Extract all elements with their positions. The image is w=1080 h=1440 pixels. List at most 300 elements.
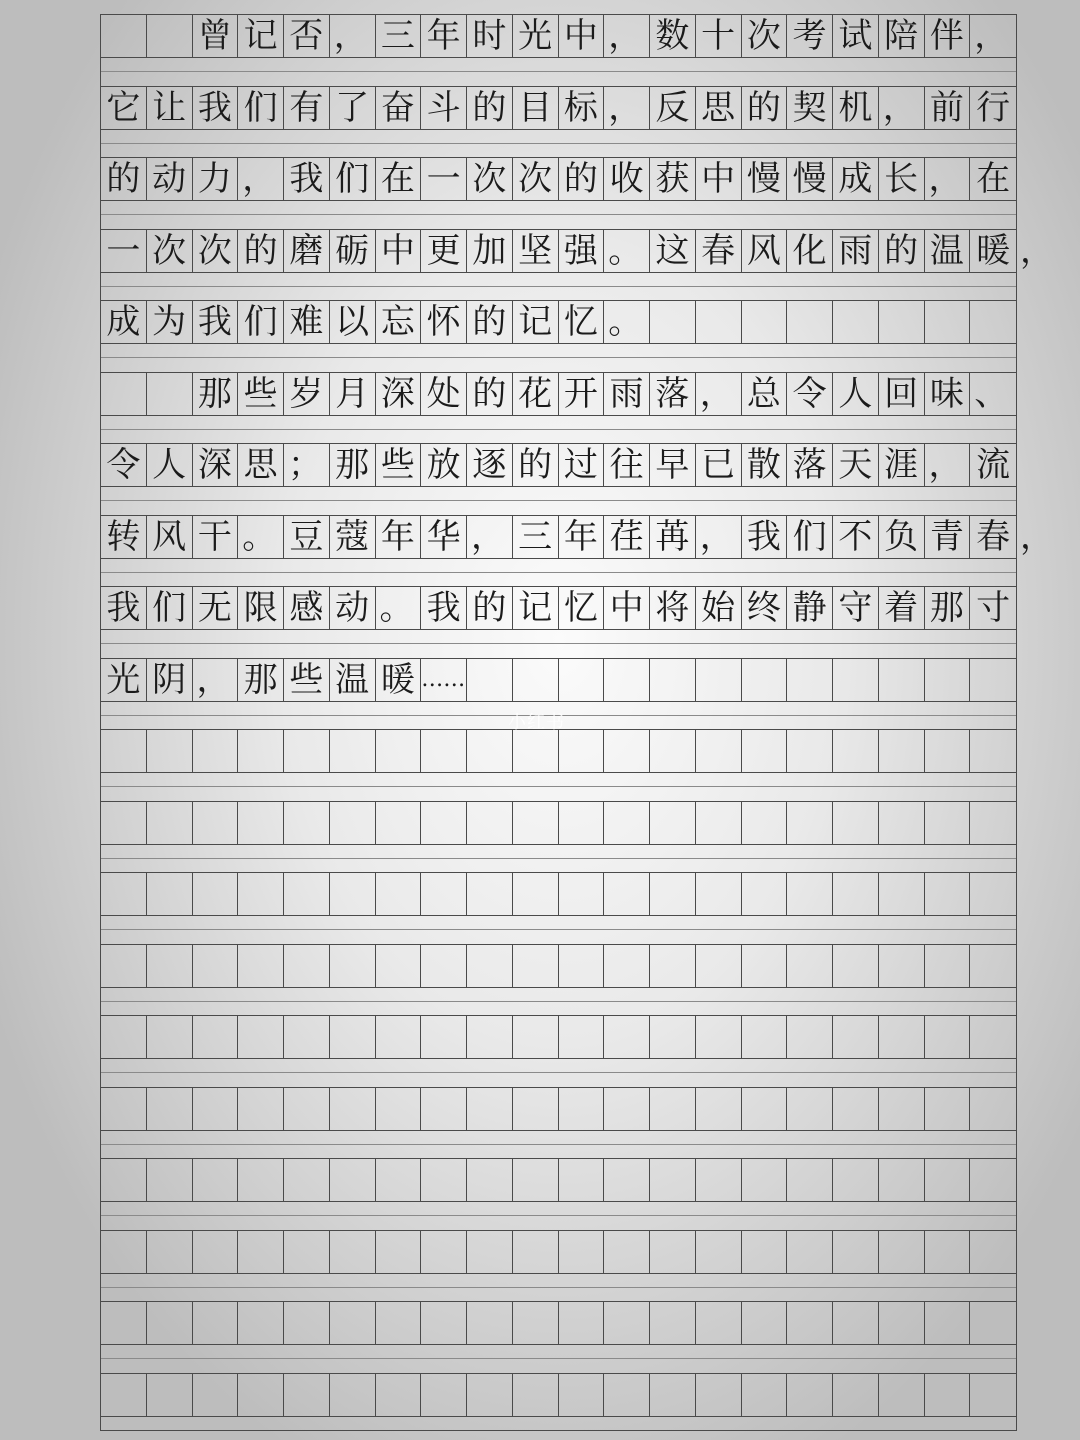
grid-row: [101, 586, 1016, 630]
grid-cell: 温: [925, 230, 971, 272]
grid-cell: [742, 1016, 788, 1058]
row-spacer-rule: [101, 279, 1016, 287]
grid-cell: [238, 730, 284, 772]
grid-cell: [513, 873, 559, 915]
grid-row: [101, 86, 1016, 130]
grid-cell: 收: [604, 158, 650, 200]
grid-row: [101, 1015, 1016, 1059]
grid-cell: [833, 1088, 879, 1130]
grid-cell: [879, 1231, 925, 1273]
grid-cell: [147, 1016, 193, 1058]
grid-cell: [101, 373, 147, 415]
grid-cell: 们: [787, 516, 833, 558]
grid-cell: [147, 945, 193, 987]
row-spacer-rule: [101, 207, 1016, 215]
grid-cell: 早: [650, 444, 696, 486]
grid-cell: [376, 1088, 422, 1130]
grid-cell: 风: [147, 516, 193, 558]
grid-cell: 以: [330, 301, 376, 343]
grid-cell: 们: [147, 587, 193, 629]
grid-cell: ，: [193, 659, 239, 701]
row-spacer-rule: [101, 565, 1016, 573]
grid-cell: 次: [742, 15, 788, 57]
row-spacer-rule: [101, 1208, 1016, 1216]
grid-cell: 。: [376, 587, 422, 629]
grid-cell: 长: [879, 158, 925, 200]
grid-cell: 雨: [604, 373, 650, 415]
grid-cell: [513, 1374, 559, 1416]
grid-cell: 次: [193, 230, 239, 272]
grid-cell: [559, 659, 605, 701]
grid-cell: [376, 945, 422, 987]
grid-cell: [330, 1088, 376, 1130]
grid-cell: 着: [879, 587, 925, 629]
grid-cell: [833, 1374, 879, 1416]
grid-cell: [147, 1159, 193, 1201]
grid-cell: [421, 1016, 467, 1058]
grid-cell: [787, 1302, 833, 1344]
grid-cell: [467, 1231, 513, 1273]
grid-cell: 力: [193, 158, 239, 200]
grid-cell: 记: [238, 15, 284, 57]
grid-cell: [833, 945, 879, 987]
grid-cell: [513, 1088, 559, 1130]
grid-cell: [193, 945, 239, 987]
grid-cell: [513, 1231, 559, 1273]
grid-cell: 我: [193, 301, 239, 343]
grid-cell: 让: [147, 87, 193, 129]
grid-cell: 散: [742, 444, 788, 486]
grid-cell: 转: [101, 516, 147, 558]
grid-cell: 那: [925, 587, 971, 629]
grid-cell: [604, 802, 650, 844]
grid-cell: [650, 730, 696, 772]
grid-cell: [787, 730, 833, 772]
grid-cell: 月: [330, 373, 376, 415]
grid-cell: [696, 730, 742, 772]
grid-cell: [147, 1374, 193, 1416]
grid-cell: [970, 802, 1016, 844]
grid-cell: 磨: [284, 230, 330, 272]
grid-cell: [879, 802, 925, 844]
grid-cell: [787, 1159, 833, 1201]
grid-cell: 雨: [833, 230, 879, 272]
grid-cell: 的: [467, 587, 513, 629]
grid-cell: [559, 945, 605, 987]
grid-cell: 加: [467, 230, 513, 272]
row-spacer-rule: [101, 136, 1016, 144]
grid-cell: [147, 1231, 193, 1273]
grid-cell: 华: [421, 516, 467, 558]
row-spacer-rule: [101, 422, 1016, 430]
row-spacer-rule: [101, 779, 1016, 787]
grid-cell: [925, 659, 971, 701]
grid-cell: [787, 873, 833, 915]
grid-cell: [193, 1302, 239, 1344]
grid-cell: [696, 1231, 742, 1273]
grid-cell: 将: [650, 587, 696, 629]
grid-cell: [559, 802, 605, 844]
grid-row: [101, 944, 1016, 988]
grid-cell: [925, 1374, 971, 1416]
grid-cell: 年: [559, 516, 605, 558]
grid-cell: [742, 945, 788, 987]
grid-cell: 怀: [421, 301, 467, 343]
grid-cell: [101, 1159, 147, 1201]
grid-cell: [970, 1231, 1016, 1273]
grid-cell: [970, 873, 1016, 915]
grid-cell: 些: [284, 659, 330, 701]
grid-cell: [559, 730, 605, 772]
grid-row: [101, 801, 1016, 845]
grid-cell: ，: [696, 373, 742, 415]
grid-cell: [330, 1231, 376, 1273]
grid-cell: [879, 945, 925, 987]
grid-cell: [650, 659, 696, 701]
grid-cell: 陪: [879, 15, 925, 57]
grid-cell: 记: [513, 587, 559, 629]
grid-cell: 更: [421, 230, 467, 272]
grid-cell: 在: [976, 159, 1011, 199]
grid-cell: [467, 1302, 513, 1344]
grid-cell: 斗: [421, 87, 467, 129]
grid-cell: 人: [833, 373, 879, 415]
grid-cell: 总: [742, 373, 788, 415]
grid-cell: [604, 873, 650, 915]
grid-cell: 终: [742, 587, 788, 629]
grid-cell: 中: [376, 230, 422, 272]
grid-cell: [970, 1302, 1016, 1344]
grid-cell: [193, 1088, 239, 1130]
grid-cell: 深: [193, 444, 239, 486]
grid-row: [101, 443, 1016, 487]
grid-cell: 次: [147, 230, 193, 272]
grid-cell: 光: [101, 659, 147, 701]
grid-cell: 奋: [376, 87, 422, 129]
grid-cell: [467, 873, 513, 915]
grid-cell: [330, 873, 376, 915]
grid-cell: [238, 1231, 284, 1273]
grid-cell: [742, 730, 788, 772]
grid-cell: [467, 802, 513, 844]
grid-cell: [970, 1088, 1016, 1130]
grid-cell: [787, 1374, 833, 1416]
grid-cell: [833, 301, 879, 343]
grid-cell: 深: [376, 373, 422, 415]
grid-cell: [879, 1088, 925, 1130]
grid-cell: [559, 1088, 605, 1130]
grid-cell: 的: [742, 87, 788, 129]
grid-cell: [421, 1231, 467, 1273]
grid-cell: [879, 1302, 925, 1344]
grid-cell: [879, 1016, 925, 1058]
grid-row: [101, 1373, 1016, 1417]
grid-cell: [696, 1159, 742, 1201]
grid-cell: 的: [467, 301, 513, 343]
row-spacer-rule: [101, 1280, 1016, 1288]
overflow-punctuation: ，: [1020, 230, 1054, 271]
grid-cell: [650, 1088, 696, 1130]
grid-cell: 负: [879, 516, 925, 558]
grid-cell: [376, 873, 422, 915]
grid-cell: 的: [513, 444, 559, 486]
grid-cell: 试: [833, 15, 879, 57]
grid-cell: 开: [559, 373, 605, 415]
grid-cell: 十: [696, 15, 742, 57]
grid-cell: 次: [513, 158, 559, 200]
grid-cell: [147, 873, 193, 915]
grid-cell: 前: [925, 87, 971, 129]
grid-cell: 行: [976, 87, 1011, 128]
grid-cell: [604, 1302, 650, 1344]
grid-cell: [147, 802, 193, 844]
grid-row: [101, 300, 1016, 344]
grid-cell: [284, 1159, 330, 1201]
grid-cell: [147, 15, 193, 57]
grid-cell: 青: [925, 516, 971, 558]
grid-cell: [238, 945, 284, 987]
grid-cell: 。: [604, 301, 650, 343]
grid-row: [101, 1158, 1016, 1202]
grid-cell: [970, 1016, 1016, 1058]
grid-cell: [421, 945, 467, 987]
grid-cell: [467, 1159, 513, 1201]
grid-cell: [238, 1302, 284, 1344]
grid-cell: 限: [238, 587, 284, 629]
grid-cell: [559, 873, 605, 915]
grid-cell: ，: [604, 87, 650, 129]
grid-cell: [742, 1159, 788, 1201]
grid-cell: [833, 873, 879, 915]
grid-cell: 守: [833, 587, 879, 629]
grid-cell: 反: [650, 87, 696, 129]
grid-cell: [421, 1302, 467, 1344]
grid-row: [101, 229, 1016, 273]
grid-cell: 动: [330, 587, 376, 629]
grid-cell: [147, 730, 193, 772]
grid-cell: [833, 659, 879, 701]
grid-cell: [559, 1016, 605, 1058]
grid-cell: [650, 1231, 696, 1273]
grid-cell: [696, 301, 742, 343]
grid-cell: 时: [467, 15, 513, 57]
grid-cell: 蔻: [330, 516, 376, 558]
grid-cell: [101, 730, 147, 772]
grid-cell: 化: [787, 230, 833, 272]
grid-cell: [833, 1016, 879, 1058]
grid-cell: [193, 1159, 239, 1201]
grid-cell: 忆: [559, 301, 605, 343]
grid-cell: 的: [879, 230, 925, 272]
grid-cell: 暖: [976, 230, 1011, 271]
grid-cell: [787, 802, 833, 844]
grid-cell: [970, 1374, 1016, 1416]
grid-cell: ，: [330, 15, 376, 57]
grid-cell: 阴: [147, 659, 193, 701]
grid-cell: [284, 802, 330, 844]
grid-cell: 风: [742, 230, 788, 272]
grid-cell: [330, 1016, 376, 1058]
grid-cell: [238, 802, 284, 844]
grid-cell: 不: [833, 516, 879, 558]
grid-cell: 那: [238, 659, 284, 701]
grid-cell: [330, 802, 376, 844]
grid-cell: [193, 802, 239, 844]
grid-cell: [238, 1016, 284, 1058]
grid-cell: [193, 1374, 239, 1416]
grid-cell: 放: [421, 444, 467, 486]
grid-cell: [284, 945, 330, 987]
grid-cell: 味: [925, 373, 971, 415]
grid-cell: 们: [330, 158, 376, 200]
grid-cell: [833, 802, 879, 844]
grid-cell: [787, 945, 833, 987]
grid-cell: 难: [284, 301, 330, 343]
grid-cell: ；: [284, 444, 330, 486]
grid-cell: [925, 1302, 971, 1344]
grid-cell: [879, 301, 925, 343]
grid-cell: [787, 659, 833, 701]
grid-cell: [101, 1016, 147, 1058]
grid-row: [101, 1230, 1016, 1274]
grid-cell: [650, 301, 696, 343]
grid-cell: [330, 1302, 376, 1344]
grid-cell: 干: [193, 516, 239, 558]
grid-cell: [650, 1159, 696, 1201]
grid-cell: [284, 1302, 330, 1344]
row-spacer-rule: [101, 851, 1016, 859]
grid-cell: [238, 1159, 284, 1201]
grid-cell: 那: [193, 373, 239, 415]
grid-cell: [696, 1088, 742, 1130]
grid-row: [101, 157, 1016, 201]
grid-cell: [101, 15, 147, 57]
grid-cell: 获: [650, 158, 696, 200]
grid-cell: [970, 1159, 1016, 1201]
grid-cell: ，: [696, 516, 742, 558]
grid-cell: [696, 945, 742, 987]
grid-cell: [513, 1159, 559, 1201]
grid-cell: [467, 1374, 513, 1416]
overflow-punctuation: ，: [1020, 516, 1054, 557]
grid-cell: 的: [467, 373, 513, 415]
grid-cell: 寸: [976, 588, 1011, 628]
grid-cell: [376, 1016, 422, 1058]
grid-cell: 动: [147, 158, 193, 200]
grid-cell: [833, 1231, 879, 1273]
grid-cell: 思: [238, 444, 284, 486]
grid-cell: ，: [925, 444, 971, 486]
watermark: 小红书: [508, 712, 565, 733]
grid-cell: 回: [879, 373, 925, 415]
grid-cell: [604, 1374, 650, 1416]
grid-cell: 静: [787, 587, 833, 629]
grid-cell: [742, 1088, 788, 1130]
grid-cell: [833, 730, 879, 772]
grid-cell: 的: [559, 158, 605, 200]
grid-cell: 令: [101, 444, 147, 486]
grid-cell: [284, 1088, 330, 1130]
grid-cell: 流: [976, 445, 1011, 485]
grid-cell: 。: [238, 516, 284, 558]
grid-cell: [742, 659, 788, 701]
grid-cell: [925, 1016, 971, 1058]
grid-cell: [787, 1231, 833, 1273]
grid-cell: 为: [147, 301, 193, 343]
grid-cell: 年: [376, 516, 422, 558]
grid-cell: [925, 873, 971, 915]
grid-row: [101, 14, 1016, 58]
grid-cell: 伴: [925, 15, 971, 57]
grid-cell: [833, 1302, 879, 1344]
grid-cell: 慢: [787, 158, 833, 200]
grid-cell: [970, 945, 1016, 987]
grid-cell: [101, 873, 147, 915]
grid-cell: [513, 1302, 559, 1344]
grid-cell: 考: [787, 15, 833, 57]
grid-cell: 次: [467, 158, 513, 200]
grid-cell: 些: [376, 444, 422, 486]
grid-cell: [604, 1016, 650, 1058]
grid-cell: 处: [421, 373, 467, 415]
grid-cell: 我: [193, 87, 239, 129]
grid-cell: [376, 730, 422, 772]
grid-cell: 那: [330, 444, 376, 486]
grid-cell: [559, 1302, 605, 1344]
grid-cell: 中: [559, 15, 605, 57]
grid-cell: 目: [513, 87, 559, 129]
grid-cell: [879, 1374, 925, 1416]
row-spacer-rule: [101, 922, 1016, 930]
grid-row: [101, 515, 1016, 559]
grid-cell: [376, 1374, 422, 1416]
grid-cell: [970, 730, 1016, 772]
grid-cell: [879, 1159, 925, 1201]
grid-cell: [742, 1231, 788, 1273]
grid-cell: [742, 802, 788, 844]
grid-cell: 在: [376, 158, 422, 200]
grid-cell: 苒: [650, 516, 696, 558]
grid-cell: [650, 802, 696, 844]
grid-cell: [330, 1159, 376, 1201]
grid-cell: [330, 1374, 376, 1416]
grid-cell: [284, 1016, 330, 1058]
grid-cell: 一: [421, 158, 467, 200]
grid-cell: [925, 1088, 971, 1130]
grid-cell: [604, 1159, 650, 1201]
grid-cell: 慢: [742, 158, 788, 200]
grid-cell: [925, 945, 971, 987]
grid-cell: 感: [284, 587, 330, 629]
grid-cell: ……: [421, 659, 467, 701]
grid-cell: 豆: [284, 516, 330, 558]
grid-row: [101, 1301, 1016, 1345]
grid-cell: [604, 730, 650, 772]
grid-cell: 温: [330, 659, 376, 701]
grid-cell: [879, 873, 925, 915]
grid-cell: [284, 730, 330, 772]
grid-cell: 否: [284, 15, 330, 57]
grid-cell: [604, 945, 650, 987]
grid-cell: 始: [696, 587, 742, 629]
grid-cell: [650, 1302, 696, 1344]
grid-cell: 涯: [879, 444, 925, 486]
grid-cell: [925, 301, 971, 343]
grid-cell: [696, 1374, 742, 1416]
grid-cell: [696, 1302, 742, 1344]
grid-cell: [513, 945, 559, 987]
grid-cell: 已: [696, 444, 742, 486]
